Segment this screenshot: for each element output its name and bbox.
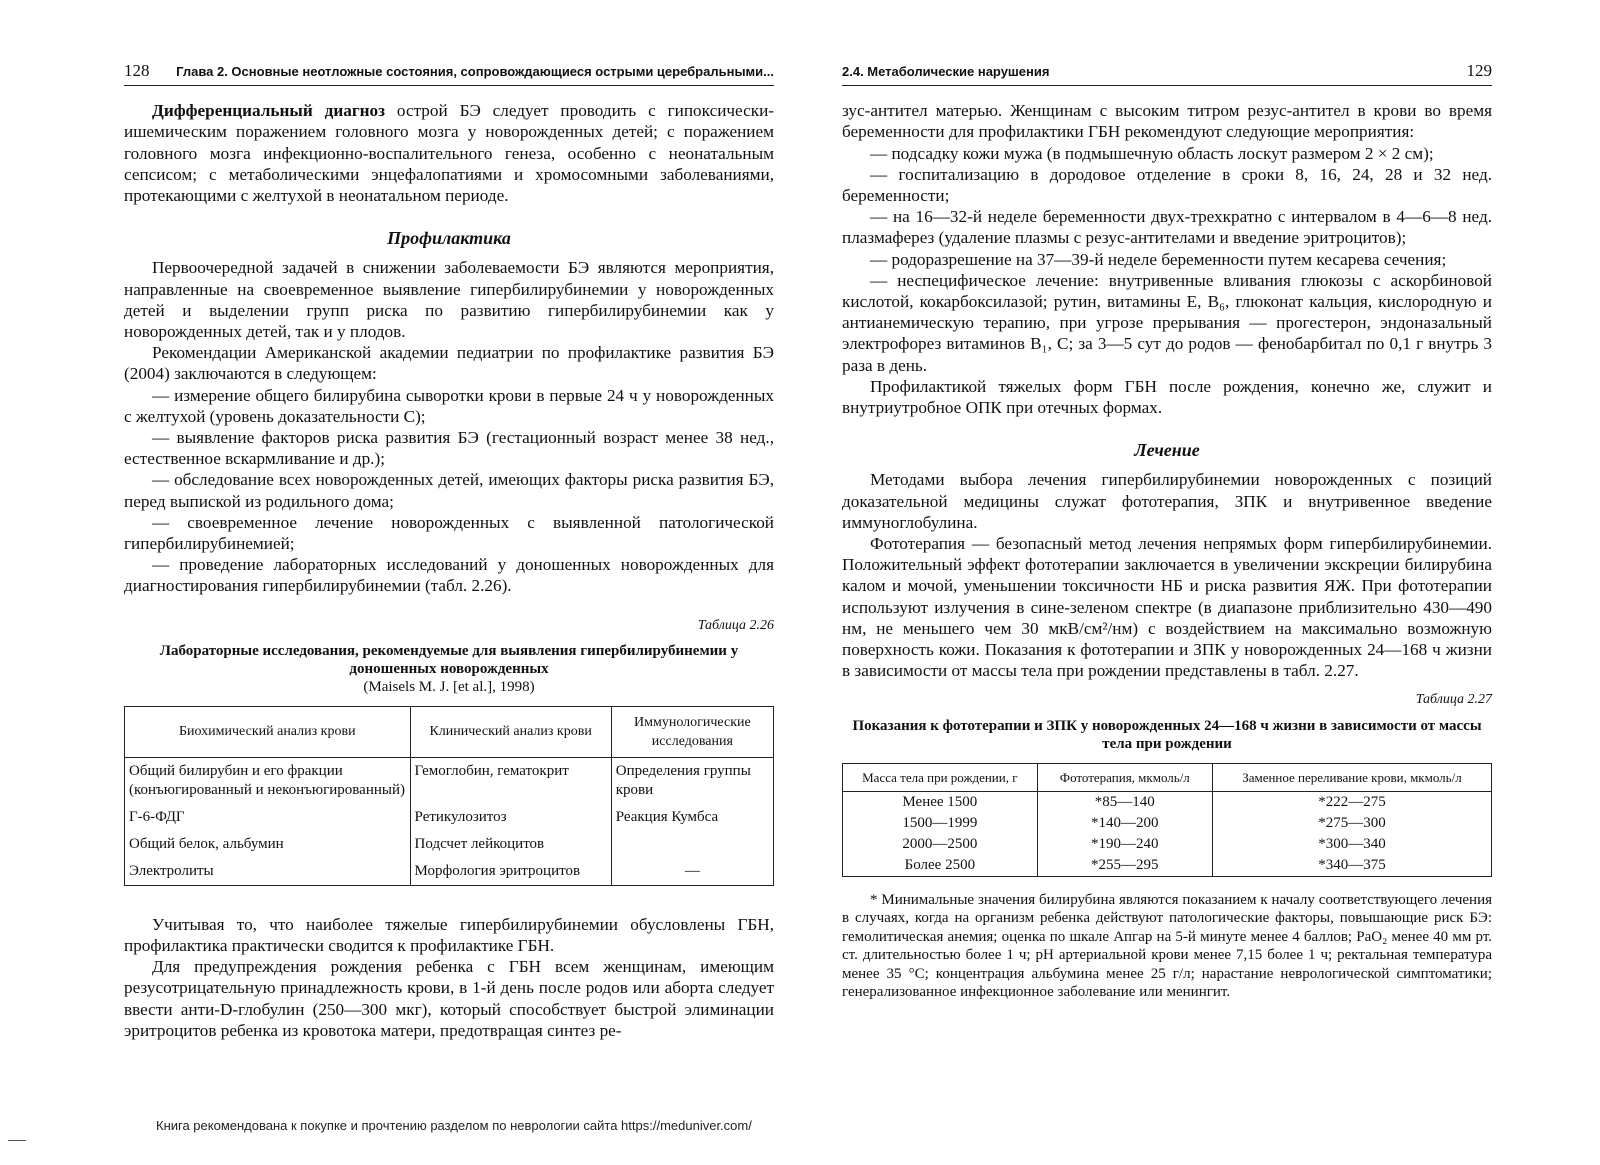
phototherapy-table: [842, 763, 1492, 877]
scan-mark: [8, 1140, 26, 1141]
paragraph: Первоочередной задачей в снижении заболеваемости БЭ являются мероприятия, направленные на своевременное выявление гипербилирубинемии у новорожденных детей и выделении групп риска по развитию гипербилирубинемии как у новорожденных детей, так и у плодов.: [124, 258, 774, 342]
table-cell: *300—340: [1212, 834, 1491, 855]
table-cell: 1500—1999: [843, 813, 1038, 834]
table-cell: —: [611, 858, 773, 886]
table-cell: Г-6-ФДГ: [125, 804, 411, 831]
right-running-header: [842, 60, 1492, 86]
table-row: [125, 804, 774, 831]
list-item: — на 16—32-й неделе беременности двух-трехкратно с интервалом в 4—6—8 нед. плазмаферез (удаление плазмы с резус-антителами и введение эритроцитов);: [842, 207, 1492, 248]
table-footnote: * Минимальные значения билирубина являются показанием к началу соответствующего лечения в случаях, когда на организм ребенка действуют патологические факторы, повышающие риск БЭ: гемолитическая анемия; оценка по шкале Апгар на 5-й минуте менее 4 баллов; PaO₂ менее 40 мм рт. ст. длительностью более 1 ч; pH артериальной крови менее 7,15 более 1 ч; ректальная температура менее 35 °C; концентрация альбумина менее 25 г/л; нарастание неврологической симптоматики; генерализованное инфекционное заболевание или менингит.: [842, 891, 1492, 1001]
list-item: — госпитализацию в дородовое отделение в сроки 8, 16, 24, 28 и 32 нед. беременности;: [842, 164, 1492, 206]
list-item: — обследование всех новорожденных детей, имеющих факторы риска развития БЭ, перед выпиской из родильного дома;: [124, 470, 774, 511]
column-header: Масса тела при рождении, г: [843, 763, 1038, 791]
table-cell: Электролиты: [125, 858, 411, 886]
list-item: — подсадку кожи мужа (в подмышечную область лоскут размером 2 × 2 см);: [870, 143, 1434, 163]
table-row: [125, 757, 774, 804]
table-cell: Реакция Кумбса: [611, 804, 773, 831]
list-item: — измерение общего билирубина сыворотки крови в первые 24 ч у новорожденных с желтухой (уровень доказательности С);: [124, 385, 774, 426]
table-row: [125, 831, 774, 858]
table-cell: Менее 1500: [843, 791, 1038, 813]
table-cell: Более 2500: [843, 855, 1038, 877]
paragraph: Методами выбора лечения гипербилирубинемии новорожденных с позиций доказательной медицины служат фототерапия, ЗПК и внутривенное введение иммуноглобулина.: [842, 470, 1492, 532]
table-row: [125, 858, 774, 886]
list-item: — родоразрешение на 37—39-й неделе беременности путем кесарева сечения;: [870, 249, 1447, 269]
table-row: [843, 791, 1492, 813]
right-page: [842, 60, 1492, 1002]
left-running-header: [124, 60, 774, 86]
lab-tests-table: [124, 706, 774, 886]
list-item: — неспецифическое лечение: внутривенные вливания глюкозы с аскорбиновой кислотой, кокарбоксилазой; рутин, витамины E, B₆, глюконат кальция, кислородную и антианемическую терапию, при угрозе прерывания — прогестерон, эндоназальный электрофорез витаминов B₁, C; за 3—5 сут до родов — фенобарбитал по 0,1 г внутрь 3 раза в день.: [842, 270, 1492, 375]
table-row: [843, 813, 1492, 834]
table-number: Таблица 2.26: [697, 617, 774, 633]
left-page: [124, 60, 774, 1041]
list-item: — своевременное лечение новорожденных с выявленной патологической гипербилирубинемией;: [124, 512, 774, 554]
paragraph: Учитывая то, что наиболее тяжелые гипербилирубинемии обусловлены ГБН, профилактика практически сводится к профилактике ГБН.: [124, 914, 774, 956]
column-header: Фототерапия, мкмоль/л: [1037, 763, 1212, 791]
footer-note: Книга рекомендована к покупке и прочтению разделом по неврологии сайта https://meduniver.com/: [156, 1118, 752, 1133]
prevention-heading: Профилактика: [387, 228, 511, 249]
table-cell: *275—300: [1212, 813, 1491, 834]
column-header: Иммунологические исследования: [611, 706, 773, 757]
table-cell: Определения группы крови: [611, 757, 773, 804]
column-header: Клинический анализ крови: [410, 706, 611, 757]
table-source: (Maisels M. J. [et al.], 1998): [363, 678, 535, 695]
table-cell: Общий белок, альбумин: [125, 831, 411, 858]
table-cell: *222—275: [1212, 791, 1491, 813]
table-cell: Морфология эритроцитов: [410, 858, 611, 886]
page-number-left: 128: [124, 61, 150, 80]
paragraph: Рекомендации Американской академии педиатрии по профилактике развития БЭ (2004) заключаются в следующем:: [124, 343, 774, 384]
table-cell: Ретикулозитоз: [410, 804, 611, 831]
table-title: Показания к фототерапии и ЗПК у новорожденных 24—168 ч жизни в зависимости от массы тела при рождении: [852, 717, 1482, 752]
page-number-right: 129: [1466, 61, 1492, 80]
list-item: — выявление факторов риска развития БЭ (гестационный возраст менее 38 нед., естественное вскармливание и др.);: [124, 428, 774, 469]
table-cell: 2000—2500: [843, 834, 1038, 855]
table-number: Таблица 2.27: [1415, 692, 1492, 708]
paragraph: Фототерапия — безопасный метод лечения непрямых форм гипербилирубинемии. Положительный эффект фототерапии заключается в увеличении экскреции билирубина калом и мочой, уменьшении токсичности НБ и риска развития ЯЖ. При фототерапии используют излучения в сине-зеленом спектре (в диапазоне приблизительно 430—490 нм, не меньшего чем 30 мкВ/см²/нм) с воздействием на максимально возможную поверхность кожи. Показания к фототерапии и ЗПК у новорожденных 24—168 ч жизни в зависимости от массы тела при рождении представлены в табл. 2.27.: [842, 534, 1492, 681]
chapter-title: Глава 2. Основные неотложные состояния, сопровождающиеся острыми церебральными...: [176, 64, 774, 79]
paragraph: Для предупреждения рождения ребенка с ГБН всем женщинам, имеющим резусотрицательную принадлежность крови, в 1-й день после родов или аборта следует ввести анти-D-глобулин (250—300 мкг), который способствует быстрой элиминации эритроцитов ребенка из кровотока матери, предотвращая синтез ре-: [124, 957, 774, 1040]
table-cell: Общий билирубин и его фракции (конъюгированный и неконъюгированный): [125, 757, 411, 804]
table-cell: Гемоглобин, гематокрит: [410, 757, 611, 804]
table-cell: [611, 831, 773, 858]
dd-text: острой БЭ следует проводить с гипоксически-ишемическим поражением головного мозга у новорожденных детей; с поражением головного мозга инфекционно-воспалительного генеза, особенно с неонатальным сепсисом; с метаболическими энцефалопатиями и хромосомными заболеваниями, протекающими с желтухой в неонатальном периоде.: [124, 101, 774, 206]
column-header: Биохимический анализ крови: [125, 706, 411, 757]
table-cell: Подсчет лейкоцитов: [410, 831, 611, 858]
table-cell: *340—375: [1212, 855, 1491, 877]
table-row: [843, 855, 1492, 877]
table-cell: *85—140: [1037, 791, 1212, 813]
table-cell: *140—200: [1037, 813, 1212, 834]
table-title: Лабораторные исследования, рекомендуемые для выявления гипербилирубинемии у доношенных новорожденных: [159, 642, 739, 677]
dd-bold-term: Дифференциальный диагноз: [152, 101, 386, 121]
paragraph: Профилактикой тяжелых форм ГБН после рождения, конечно же, служит и внутриутробное ОПК при отечных формах.: [842, 376, 1492, 418]
treatment-heading: Лечение: [1134, 440, 1200, 461]
list-item: — проведение лабораторных исследований у доношенных новорожденных для диагностирования гипербилирубинемии (табл. 2.26).: [124, 555, 774, 596]
differential-diagnosis-paragraph: [124, 100, 774, 206]
table-cell: *255—295: [1037, 855, 1212, 877]
paragraph: зус-антител матерью. Женщинам с высоким титром резус-антител в крови во время беременности для профилактики ГБН рекомендуют следующие мероприятия:: [842, 101, 1492, 142]
table-cell: *190—240: [1037, 834, 1212, 855]
section-title: 2.4. Метаболические нарушения: [842, 64, 1050, 79]
table-row: [843, 834, 1492, 855]
column-header: Заменное переливание крови, мкмоль/л: [1212, 763, 1491, 791]
